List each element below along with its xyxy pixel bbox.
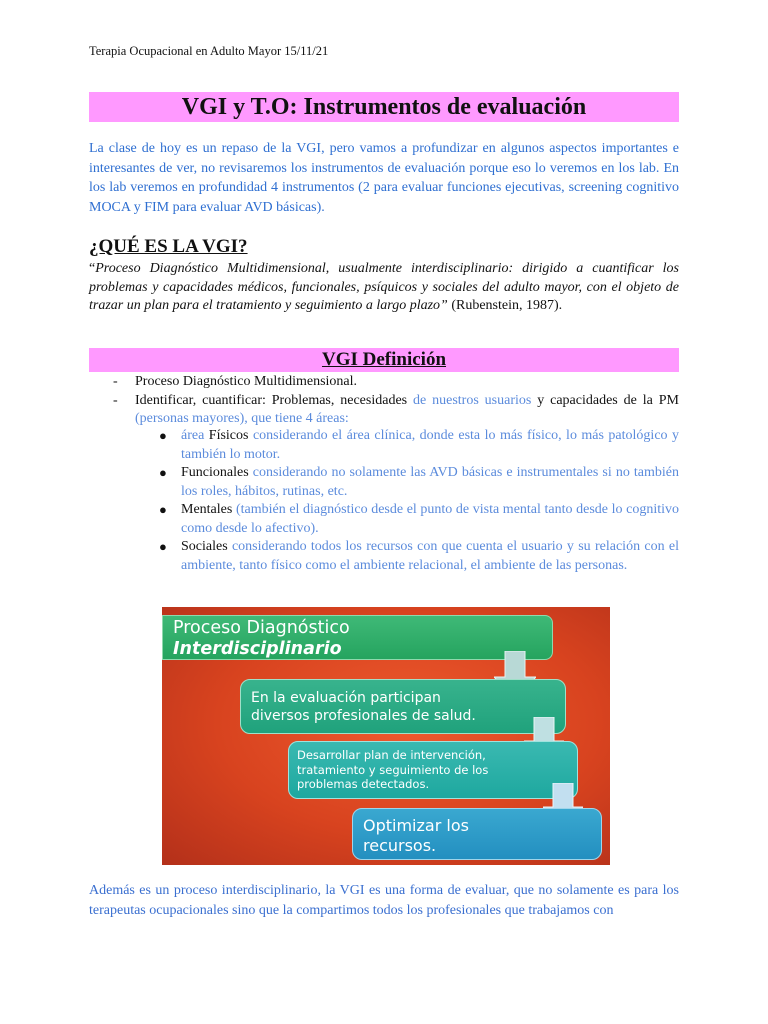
- footer-paragraph: Además es un proceso interdisciplinario, la VGI es una forma de evaluar, que no solamente es para los terapeutas ocupacionales sino que la compartimos todos los profesionales que trabajamos con: [89, 883, 679, 918]
- bullet-desc: considerando el área clínica, donde esta lo más físico, lo más patológico y también lo motor.: [181, 428, 679, 462]
- bullet-desc: (también el diagnóstico desde el punto de vista mental tanto desde lo cognitivo como desde lo afectivo).: [181, 502, 679, 536]
- list-item-text-part2: de nuestros usuarios: [413, 392, 532, 408]
- bullet-item-sociales: [159, 538, 679, 575]
- bullet-item-fisicos: [159, 427, 679, 464]
- bullet-item-funcionales: [159, 464, 679, 501]
- bullet-item-mentales: [159, 501, 679, 538]
- step-1-line-2: Interdisciplinario: [173, 639, 342, 659]
- quote-text: Proceso Diagnóstico Multidimensional, usualmente interdisciplinario: dirigido a cuantificar los problemas y capacidades médicos, funcionales, psíquicos y sociales del adulto mayor, con el objeto de trazar un plan para el tratamiento y seguimiento a largo plazo”: [89, 261, 679, 313]
- list-item-text-part4: (personas mayores), que tiene 4 áreas:: [135, 411, 349, 426]
- list-item-text-part3: y capacidades de la PM: [531, 392, 679, 408]
- bullet-icon: ●: [159, 539, 167, 554]
- quote-open-mark: “: [89, 261, 96, 276]
- bullet-term: Físicos: [208, 428, 249, 443]
- section-heading-text: VGI Definición: [321, 349, 447, 370]
- dash-list: [89, 373, 679, 429]
- step-3-line-1: Desarrollar plan de intervención,: [297, 748, 486, 762]
- bullet-icon: ●: [159, 465, 167, 480]
- diagram-step-2: [240, 679, 566, 734]
- section-heading-que-es-vgi: ¿QUÉ ES LA VGI?: [89, 236, 248, 257]
- areas-bullet-list: [159, 427, 679, 575]
- step-2-line-2: diversos profesionales de salud.: [251, 708, 476, 724]
- bullet-prefix: área: [181, 428, 209, 443]
- step-1-line-1: Proceso Diagnóstico: [173, 618, 350, 638]
- dash-marker: -: [113, 392, 118, 408]
- diagram-step-4: [352, 808, 602, 860]
- page-title: VGI y T.O: Instrumentos de evaluación: [89, 92, 679, 122]
- bullet-icon: ●: [159, 428, 167, 443]
- bullet-desc: considerando no solamente las AVD básicas e instrumentales si no también los roles, hábitos, rutinas, etc.: [181, 465, 679, 499]
- step-4-line-1: Optimizar los: [363, 816, 469, 835]
- step-3-line-2: tratamiento y seguimiento de los: [297, 762, 489, 777]
- quote-citation: (Rubenstein, 1987).: [447, 298, 563, 313]
- bullet-icon: ●: [159, 502, 167, 517]
- page-header: Terapia Ocupacional en Adulto Mayor 15/11/21: [89, 44, 329, 58]
- bullet-term: Sociales: [181, 539, 228, 554]
- list-item-text: Proceso Diagnóstico Multidimensional.: [135, 374, 358, 389]
- section-heading-vgi-definicion: [89, 348, 679, 372]
- step-3-line-3: problemas detectados.: [297, 777, 430, 791]
- definition-quote: [89, 260, 679, 316]
- bullet-desc: considerando todos los recursos con que cuenta el usuario y su relación con el ambiente, tanto físico como el ambiente relacional, el ambiente de las personas.: [181, 539, 679, 573]
- bullet-term: Funcionales: [181, 465, 249, 480]
- bullet-term: Mentales: [181, 502, 233, 517]
- step-2-line-1: En la evaluación participan: [251, 690, 441, 706]
- diagram-step-3: [288, 741, 578, 799]
- step-4-line-2: recursos.: [363, 836, 437, 855]
- list-item: [89, 392, 679, 429]
- process-diagram: [162, 607, 610, 865]
- list-item-text-part1: Identificar, cuantificar: Problemas, necesidades: [135, 392, 414, 408]
- list-item: [89, 373, 679, 392]
- intro-paragraph: La clase de hoy es un repaso de la VGI, pero vamos a profundizar en algunos aspectos importantes e interesantes de ver, no revisaremos los instrumentos de evaluación porque eso lo veremos en los lab. En los lab veremos en profundidad 4 instrumentos (2 para evaluar funciones ejecutivas, screening cognitivo MOCA y FIM para evaluar AVD básicas).: [89, 141, 679, 215]
- dash-marker: -: [113, 374, 118, 389]
